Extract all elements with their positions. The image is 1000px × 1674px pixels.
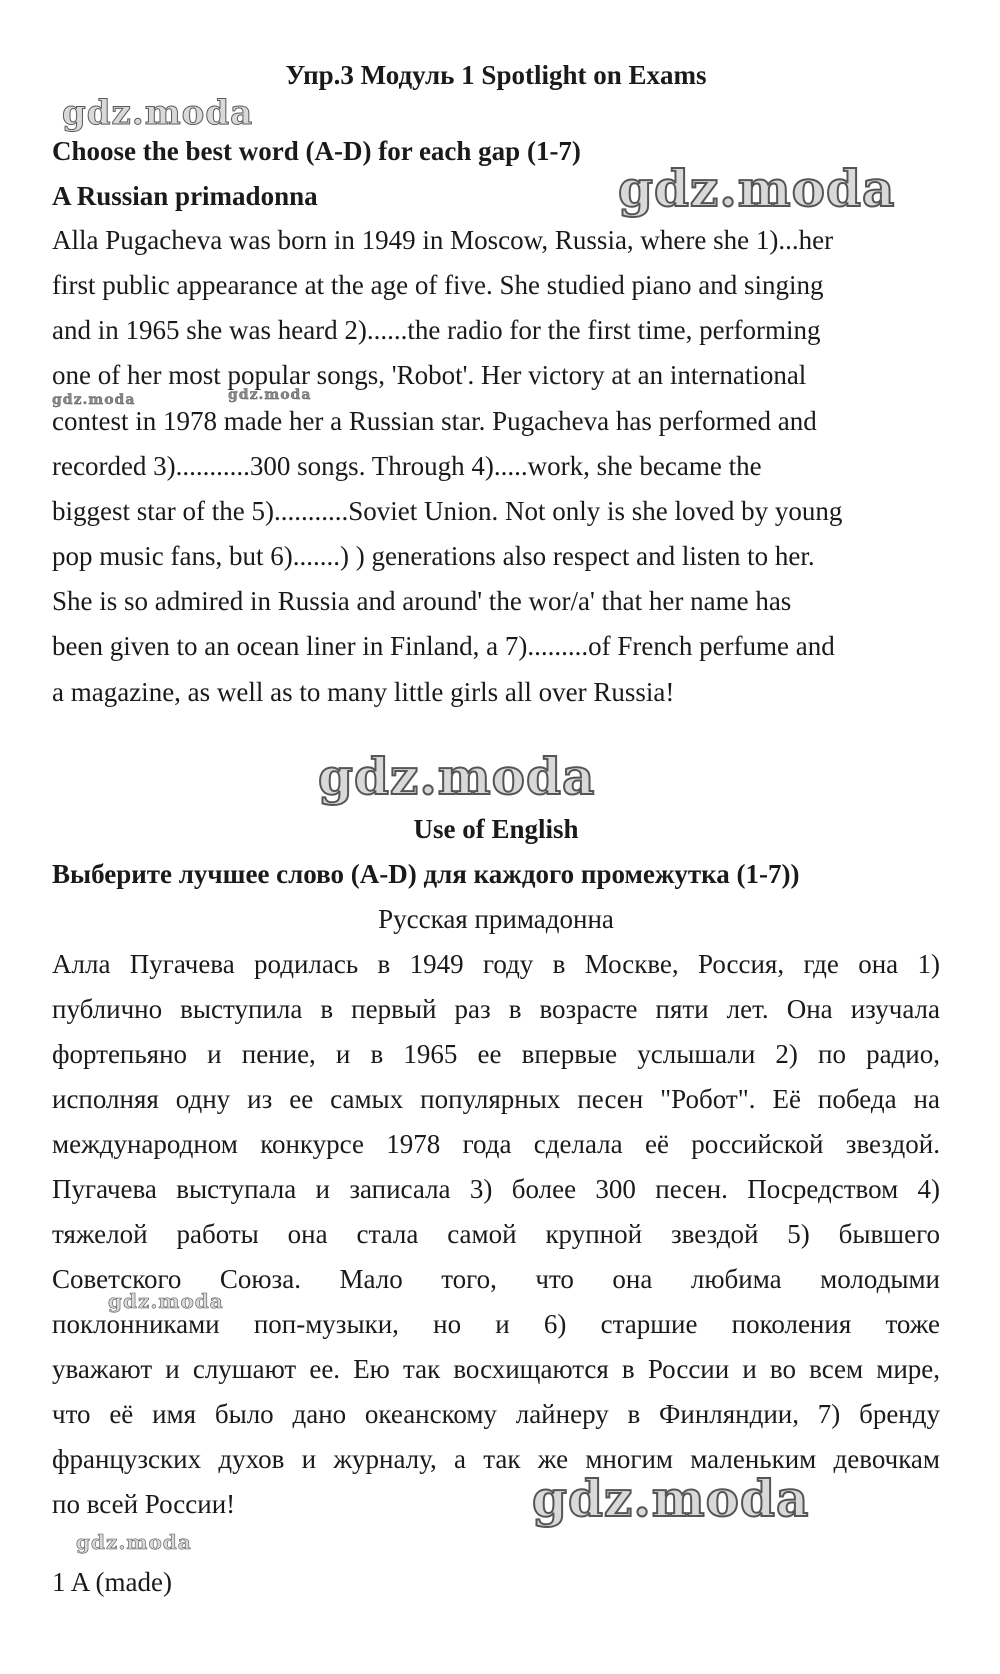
english-heading: A Russian primadonna	[52, 181, 318, 211]
english-text-line: a magazine, as well as to many little girls all over Russia!	[52, 677, 675, 707]
russian-text-line: Алла Пугачева родилась в 1949 году в Москве, Россия, где она 1)	[52, 949, 940, 979]
watermark: gdz.moda	[62, 93, 254, 133]
russian-text-line: по всей России!	[52, 1489, 236, 1519]
english-text-line: pop music fans, but 6).......) ) generations also respect and listen to her.	[52, 541, 815, 571]
english-text-line: She is so admired in Russia and around' the wor/a' that her name has	[52, 586, 792, 616]
english-text-line: recorded 3)...........300 songs. Through 4).....work, she became the	[52, 451, 762, 481]
russian-text-line: тяжелой работы она стала самой крупной звездой 5) бывшего	[52, 1219, 940, 1249]
russian-instruction: Выберите лучшее слово (A-D) для каждого промежутка (1-7))	[52, 859, 800, 889]
russian-text-line: поклонниками поп-музыки, но и 6) старшие поколения тоже	[52, 1309, 940, 1339]
watermark: gdz.moda	[52, 392, 136, 408]
english-text-line: and in 1965 she was heard 2)......the radio for the first time, performing	[52, 315, 821, 345]
russian-text-line: Пугачева выступала и записала 3) более 300 песен. Посредством 4)	[52, 1174, 940, 1204]
section-title: Use of English	[413, 814, 579, 844]
russian-heading: Русская примадонна	[378, 904, 614, 934]
watermark: gdz.moda	[228, 387, 312, 403]
watermark: gdz.moda	[618, 159, 896, 218]
english-text-line: biggest star of the 5)...........Soviet Union. Not only is she loved by young	[52, 496, 843, 526]
english-instruction: Choose the best word (A-D) for each gap (1-7)	[52, 136, 581, 166]
english-text-line: been given to an ocean liner in Finland, a 7).........of French perfume and	[52, 631, 835, 661]
english-text-line: contest in 1978 made her a Russian star. Pugacheva has performed and	[52, 406, 817, 436]
watermark: gdz.moda	[318, 747, 596, 806]
watermark: gdz.moda	[108, 1289, 224, 1313]
russian-text-line: французских духов и журналу, а так же многим маленьким девочкам	[52, 1444, 940, 1474]
watermark: gdz.moda	[76, 1530, 192, 1554]
russian-text-line: исполняя одну из ее самых популярных песен "Робот". Её победа на	[52, 1084, 940, 1114]
russian-text-line: что её имя было дано океанскому лайнеру в Финляндии, 7) бренду	[52, 1399, 940, 1429]
russian-text-line: уважают и слушают ее. Ею так восхищаются в России и во всем мире,	[52, 1354, 940, 1384]
english-text-line: Alla Pugacheva was born in 1949 in Moscow, Russia, where she 1)...her	[52, 225, 834, 255]
page-title: Упр.3 Модуль 1 Spotlight on Exams	[285, 60, 707, 90]
english-text-line: first public appearance at the age of five. She studied piano and singing	[52, 270, 824, 300]
russian-text-line: Советского Союза. Мало того, что она любима молодыми	[52, 1264, 940, 1294]
russian-text-line: международном конкурсе 1978 года сделала её российской звездой.	[52, 1129, 940, 1159]
russian-text-line: публично выступила в первый раз в возрасте пяти лет. Она изучала	[52, 994, 940, 1024]
answer-text: 1 A (made)	[52, 1567, 172, 1597]
english-text-line: one of her most popular songs, 'Robot'. Her victory at an international	[52, 360, 807, 390]
watermark: gdz.moda	[532, 1469, 810, 1528]
russian-text-line: фортепьяно и пение, и в 1965 ее впервые услышали 2) по радио,	[52, 1039, 940, 1069]
